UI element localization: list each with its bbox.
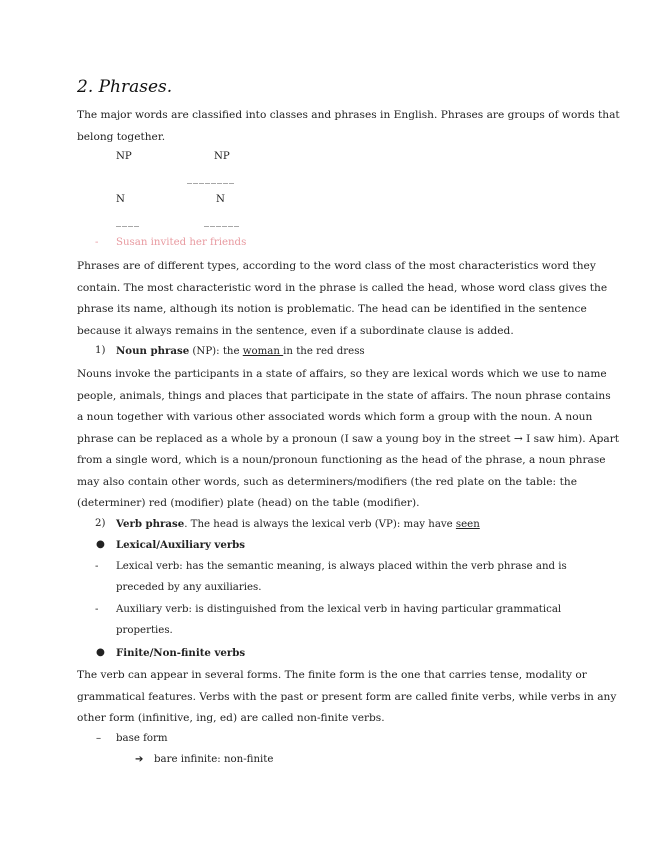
diagram-n-underline-2: ______ xyxy=(204,216,240,227)
intro-line-1: The major words are classified into classes and phrases in English. Phrases are groups of words that xyxy=(77,109,620,121)
para3-line-3: other form (infinitive, ing, ed) are called non-finite verbs. xyxy=(77,712,385,724)
diagram-example-sentence: Susan invited her friends xyxy=(116,237,247,248)
para2-line-2: people, animals, things and places that participate in the state of affairs. The noun phrase contains xyxy=(77,390,611,402)
diagram-np-underline: ________ xyxy=(187,173,235,184)
item2-pre: . The head is always the lexical verb (VP): may have xyxy=(184,519,456,530)
diagram-n-underline-1: ____ xyxy=(116,216,140,227)
para1-line-2: contain. The most characteristic word in the phrase is called the head, whose word class gives the xyxy=(77,282,608,294)
para2-line-3: a noun together with various other associated words which form a group with the noun. A noun xyxy=(77,411,593,423)
diagram-n-label-1: N xyxy=(116,194,125,205)
sub1-line-2: preceded by any auxiliaries. xyxy=(116,582,262,593)
item1-number: 1) xyxy=(95,345,106,356)
bullet2-text: Finite/Non-finite verbs xyxy=(116,647,246,659)
para2-line-1: Nouns invoke the participants in a state of affairs, so they are lexical words which we use to name xyxy=(77,368,607,380)
diagram-bullet-dash: - xyxy=(95,237,99,248)
para3-line-2: grammatical features. Verbs with the past or present form are called finite verbs, while verbs in any xyxy=(77,691,617,703)
para3-line-1: The verb can appear in several forms. The finite form is the one that carries tense, modality or xyxy=(77,669,587,681)
arrow-icon: ➔ xyxy=(135,754,144,765)
sub3-dash: – xyxy=(96,733,102,744)
para2-line-7: (determiner) red (modifier) plate (head) on the table (modifier). xyxy=(77,497,420,509)
item1-pre: (NP): the xyxy=(189,346,243,357)
sub1-line-1: Lexical verb: has the semantic meaning, is always placed within the verb phrase and is xyxy=(116,561,567,572)
para1-line-3: phrase its name, although its notion is problematic. The head can be identified in the sentence xyxy=(77,303,587,315)
item1-title: Noun phrase xyxy=(116,345,190,357)
bullet1-dot: ● xyxy=(96,539,105,550)
para2-line-5: from a single word, which is a noun/pronoun functioning as the head of the phrase, a noun phrase xyxy=(77,454,606,466)
sub2-line-1: Auxiliary verb: is distinguished from the lexical verb in having particular grammatical xyxy=(116,604,562,615)
sub1-dash: - xyxy=(95,561,99,572)
item2-underlined-word: seen xyxy=(455,519,480,530)
para2-line-4: phrase can be replaced as a whole by a pronoun (I saw a young boy in the street → I saw him). Apart xyxy=(77,433,620,445)
item2-number: 2) xyxy=(95,518,106,529)
diagram-n-label-2: N xyxy=(216,194,225,205)
sub3-text: base form xyxy=(116,733,168,744)
bullet2-dot: ● xyxy=(96,647,105,658)
item2-line xyxy=(116,518,480,530)
section-heading: 2. Phrases. xyxy=(77,77,173,97)
sub2-line-2: properties. xyxy=(116,625,173,636)
item2-title: Verb phrase xyxy=(116,518,185,530)
para1-line-4: because it always remains in the sentence, even if a subordinate clause is added. xyxy=(77,325,514,337)
diagram-np-label-1: NP xyxy=(116,151,132,162)
sub4-text: bare infinite: non-finite xyxy=(154,754,274,765)
bullet1-text: Lexical/Auxiliary verbs xyxy=(116,539,246,551)
sub2-dash: - xyxy=(95,604,99,615)
item1-post: in the red dress xyxy=(283,346,365,357)
item1-underlined-word: woman xyxy=(242,346,284,357)
item1-line xyxy=(116,345,365,357)
intro-line-2: belong together. xyxy=(77,131,166,143)
para2-line-6: may also contain other words, such as determiners/modifiers (the red plate on the table: the xyxy=(77,476,577,488)
diagram-np-label-2: NP xyxy=(214,151,230,162)
para1-line-1: Phrases are of different types, according to the word class of the most characteristics word they xyxy=(77,260,596,272)
